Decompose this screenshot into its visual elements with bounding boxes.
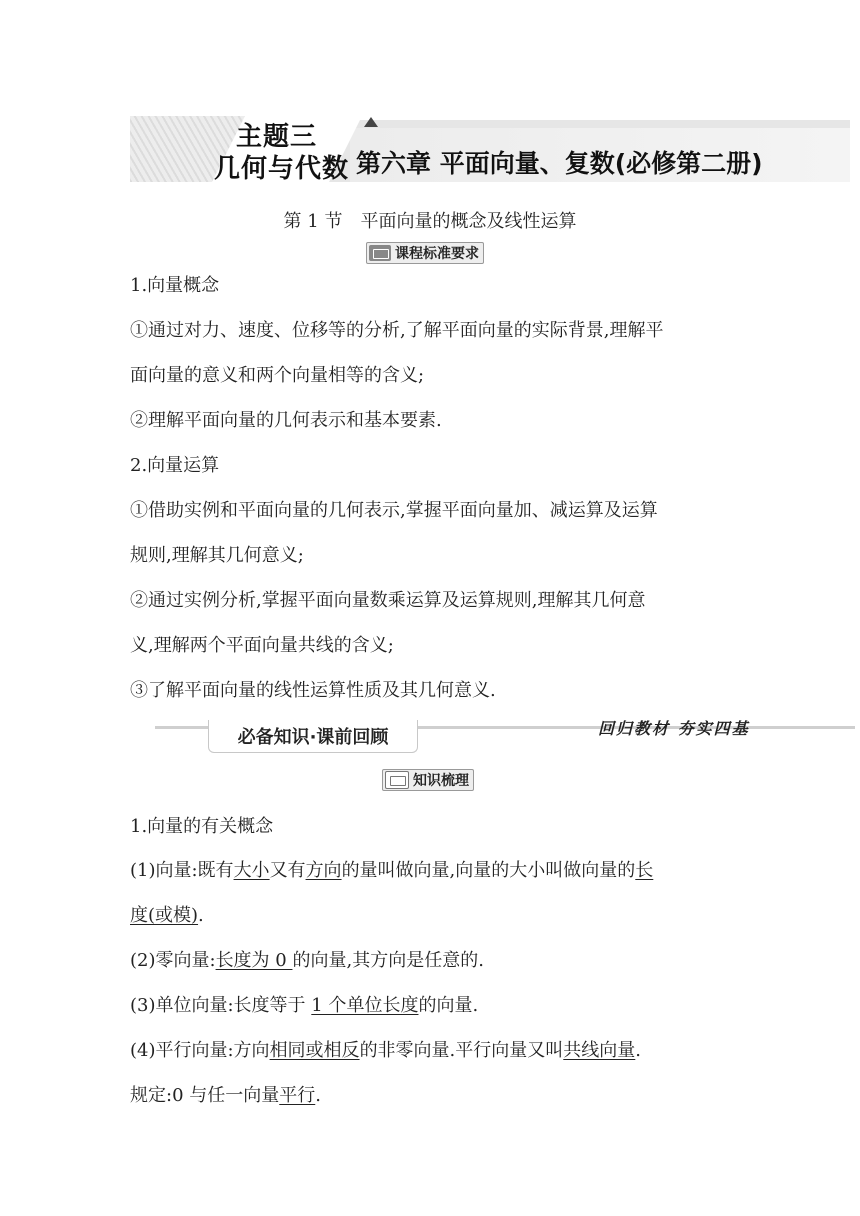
- text-segment: .: [315, 1085, 321, 1106]
- chapter-title: 第六章 平面向量、复数(必修第二册): [356, 149, 763, 178]
- text-segment: .: [635, 1040, 642, 1061]
- knowledge-line-unit-vector: [130, 994, 740, 1018]
- requirement-item-3b: 规则,理解其几何意义;: [130, 545, 304, 566]
- curriculum-requirements-badge: [366, 242, 484, 264]
- knowledge-line-rule: [130, 1084, 740, 1108]
- section-number: 第 1 节: [283, 211, 343, 232]
- blank-answer: 1 个单位长度: [311, 995, 419, 1016]
- blank-answer: 相同或相反: [269, 1040, 360, 1061]
- text-segment: 的向量,其方向是任意的.: [292, 950, 484, 971]
- theme-label-line2: 几何与代数: [214, 154, 350, 184]
- section-title: [0, 207, 860, 233]
- knowledge-summary-badge: [382, 769, 474, 791]
- requirement-item-3a: ①借助实例和平面向量的几何表示,掌握平面向量加、减运算及运算: [130, 500, 658, 521]
- requirement-item-2: ②理解平面向量的几何表示和基本要素.: [130, 410, 442, 431]
- blank-answer: 度(或模): [130, 905, 199, 926]
- section-divider-slogan: 回归教材 夯实四基: [598, 719, 750, 738]
- requirement-item-1b: 面向量的意义和两个向量相等的含义;: [130, 365, 425, 386]
- text-segment: 又有: [269, 860, 306, 881]
- requirement-heading-1: 1.向量概念: [130, 275, 220, 296]
- text-segment: 的向量.: [418, 995, 479, 1016]
- text-segment: 规定:0 与任一向量: [130, 1085, 280, 1106]
- blank-answer: 方向: [305, 860, 342, 881]
- text-segment: .: [198, 905, 204, 926]
- knowledge-line-vector-cont: [130, 904, 740, 928]
- text-segment: 的量叫做向量,向量的大小叫做向量的: [341, 860, 636, 881]
- requirement-item-1a: ①通过对力、速度、位移等的分析,了解平面向量的实际背景,理解平: [130, 320, 664, 341]
- blank-answer: 长: [635, 860, 654, 881]
- blank-answer: 共线向量: [563, 1040, 636, 1061]
- text-segment: (2)零向量:: [130, 950, 216, 971]
- requirement-item-4b: 义,理解两个平面向量共线的含义;: [130, 635, 394, 656]
- text-segment: (3)单位向量:长度等于: [130, 995, 306, 1016]
- badge-label: 知识梳理: [413, 773, 469, 789]
- requirement-item-5: ③了解平面向量的线性运算性质及其几何意义.: [130, 680, 496, 701]
- badge-label: 课程标准要求: [395, 246, 479, 262]
- theme-label-line1: 主题三: [236, 122, 318, 152]
- knowledge-line-vector: [130, 859, 740, 883]
- blank-answer: 长度为 0: [215, 950, 293, 971]
- triangle-marker-icon: [364, 117, 378, 127]
- text-segment: (1)向量:既有: [130, 860, 234, 881]
- knowledge-line-zero-vector: [130, 949, 740, 973]
- blank-answer: 平行: [279, 1085, 316, 1106]
- compass-icon: [385, 771, 409, 789]
- knowledge-line-parallel-vector: [130, 1039, 740, 1063]
- requirement-heading-2: 2.向量运算: [130, 455, 220, 476]
- requirement-item-4a: ②通过实例分析,掌握平面向量数乘运算及运算规则,理解其几何意: [130, 590, 646, 611]
- text-segment: (4)平行向量:方向: [130, 1040, 270, 1061]
- section-divider-label: 必备知识·课前回顾: [208, 720, 418, 753]
- knowledge-heading-1: 1.向量的有关概念: [130, 816, 274, 837]
- section-name: 平面向量的概念及线性运算: [360, 211, 577, 232]
- blank-answer: 大小: [233, 860, 270, 881]
- book-icon: [369, 245, 391, 261]
- text-segment: 的非零向量.平行向量又叫: [359, 1040, 564, 1061]
